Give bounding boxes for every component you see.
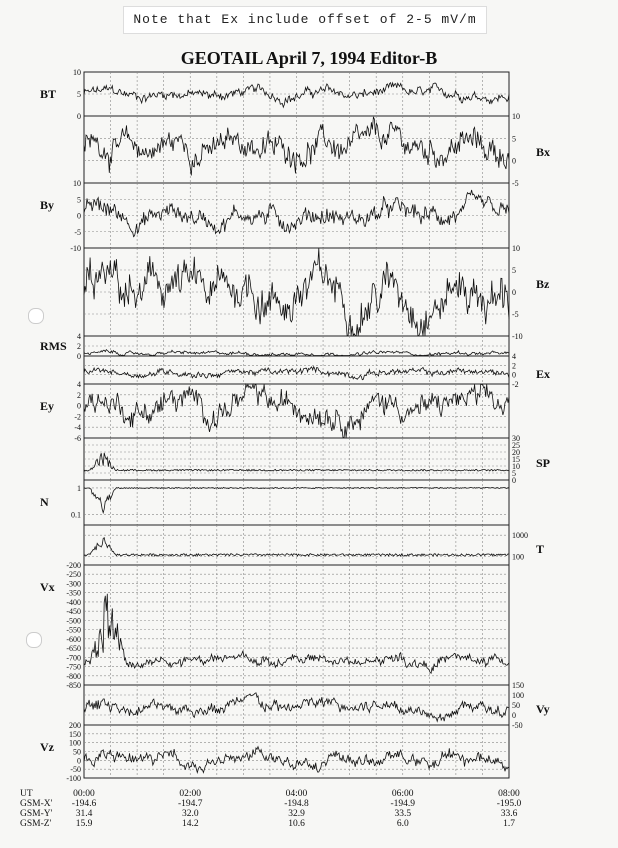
tick-label: 10	[73, 68, 81, 77]
footer-cell: 04:00	[285, 789, 308, 799]
punch-hole-bottom	[26, 632, 42, 648]
series-by	[84, 190, 509, 237]
tick-label: 1	[77, 483, 81, 493]
tick-label: 0	[512, 476, 516, 485]
tick-label: -5	[74, 227, 81, 237]
tick-label: -400	[66, 597, 81, 607]
tick-label: 10	[73, 179, 81, 188]
tick-label: -5	[512, 310, 519, 319]
tick-label: -2	[512, 380, 519, 389]
panel-vx	[40, 561, 509, 690]
tick-label: 5	[512, 266, 516, 275]
footer-row-label: GSM-Y'	[20, 809, 53, 819]
tick-label: -700	[66, 653, 81, 663]
panel-t	[84, 525, 544, 565]
tick-label: -350	[66, 588, 81, 598]
footer-cell: 14.2	[181, 819, 199, 829]
footer-cell: 1.7	[503, 819, 515, 829]
tick-label: -50	[70, 765, 81, 775]
tick-label: -800	[66, 671, 81, 681]
tick-label: 30	[512, 434, 520, 443]
panel-label: RMS	[40, 339, 67, 353]
tick-label: 2	[512, 361, 516, 371]
tick-label: 100	[69, 738, 81, 748]
tick-label: 5	[512, 469, 516, 478]
tick-label: -10	[70, 244, 81, 253]
tick-label: -650	[66, 644, 81, 654]
footer-cell: -194.9	[390, 799, 416, 809]
tick-label: 5	[77, 195, 81, 205]
panel-vy	[84, 681, 550, 730]
panel-label: By	[40, 198, 55, 212]
tick-label: 150	[69, 729, 81, 739]
tick-label: -100	[66, 774, 81, 783]
footer-cell: 33.6	[500, 809, 518, 819]
panel-bz	[84, 244, 550, 341]
panel-bx	[84, 112, 550, 188]
tick-label: 50	[73, 747, 81, 757]
footer-cell: 10.6	[288, 819, 305, 829]
tick-label: 0	[512, 711, 516, 720]
footer-cell: -195.0	[496, 799, 522, 809]
panel-ex	[84, 352, 550, 389]
panel-label: N	[40, 495, 49, 509]
footer-cell: -194.8	[284, 799, 309, 809]
punch-hole-top	[28, 308, 44, 324]
tick-label: 1000	[512, 531, 528, 541]
panel-label: Bx	[536, 145, 551, 159]
tick-label: -250	[66, 570, 81, 580]
note-label: Note that Ex include offset of 2-5 mV/m	[123, 6, 487, 34]
tick-label: 10	[512, 462, 520, 471]
panel-label: Vy	[536, 702, 550, 716]
tick-label: 0	[77, 352, 81, 361]
footer-row-label: UT	[20, 789, 33, 799]
tick-label: 0	[77, 401, 81, 411]
footer-cell: 33.5	[394, 809, 412, 819]
tick-label: 50	[512, 701, 520, 710]
series-bt	[84, 83, 509, 108]
tick-label: 15	[512, 455, 520, 464]
tick-label: -300	[66, 579, 81, 589]
tick-label: 2	[77, 390, 81, 400]
tick-label: -2	[74, 412, 81, 422]
panel-label: Vx	[40, 580, 55, 594]
panel-sp	[84, 434, 550, 485]
footer-cell: 6.0	[396, 819, 409, 829]
panel-bt	[40, 68, 509, 121]
panel-label: Bz	[536, 277, 550, 291]
tick-label: -500	[66, 616, 81, 626]
tick-label: 0	[512, 156, 516, 166]
panel-label: T	[536, 542, 545, 556]
tick-label: -5	[512, 179, 519, 188]
footer-row-label: GSM-Z'	[20, 819, 52, 829]
tick-label: 4	[512, 352, 516, 361]
tick-label: 0	[77, 756, 81, 766]
footer-cell: 06:00	[391, 789, 414, 799]
tick-label: 4	[77, 332, 81, 341]
tick-label: 5	[512, 134, 516, 144]
tick-label: 0	[77, 211, 81, 221]
tick-label: -10	[512, 332, 523, 341]
tick-label: 100	[512, 552, 524, 562]
tick-label: 100	[512, 691, 524, 700]
tick-label: 200	[69, 721, 81, 730]
panel-vz	[40, 721, 509, 783]
panel-frame	[84, 480, 509, 525]
tick-label: -450	[66, 607, 81, 617]
panel-ey	[40, 380, 509, 443]
tick-label: 150	[512, 681, 524, 690]
tick-label: 4	[77, 380, 81, 389]
chart-title: GEOTAIL April 7, 1994 Editor-B	[180, 48, 438, 68]
footer-cell: 08:00	[498, 789, 520, 799]
footer-cell: 15.9	[75, 819, 93, 829]
tick-label: 10	[512, 244, 520, 253]
panel-n	[40, 480, 509, 525]
tick-label: 0.1	[71, 510, 81, 520]
tick-label: -850	[66, 681, 81, 690]
panel-label: SP	[536, 456, 551, 470]
tick-label: -6	[74, 434, 81, 443]
footer-cell: -194.6	[71, 799, 97, 809]
footer-cell: 31.4	[75, 809, 93, 819]
tick-label: 0	[77, 112, 81, 121]
panel-label: BT	[40, 87, 57, 101]
tick-label: 0	[512, 370, 516, 380]
tick-label: 10	[512, 112, 520, 121]
panel-label: Ex	[536, 367, 551, 381]
panel-label: Ey	[40, 399, 55, 413]
tick-label: -600	[66, 634, 81, 644]
tick-label: 5	[77, 90, 81, 99]
tick-label: 2	[77, 342, 81, 351]
footer-row-label: GSM-X'	[20, 799, 53, 809]
footer-cell: 32.9	[288, 809, 305, 819]
footer-cell: 32.0	[181, 809, 199, 819]
tick-label: 0	[512, 288, 516, 297]
tick-label: 25	[512, 441, 520, 450]
tick-label: -200	[66, 561, 81, 570]
panel-label: Vz	[40, 740, 54, 754]
tick-label: 20	[512, 448, 520, 457]
tick-label: -4	[74, 423, 81, 433]
footer-cell: -194.7	[177, 799, 203, 809]
tick-label: -50	[512, 721, 523, 730]
footer-table	[20, 789, 522, 829]
tick-label: -750	[66, 662, 81, 672]
footer-cell: 02:00	[179, 789, 202, 799]
panel-by	[40, 179, 509, 253]
tick-label: -550	[66, 625, 81, 635]
footer-cell: 00:00	[73, 789, 95, 799]
